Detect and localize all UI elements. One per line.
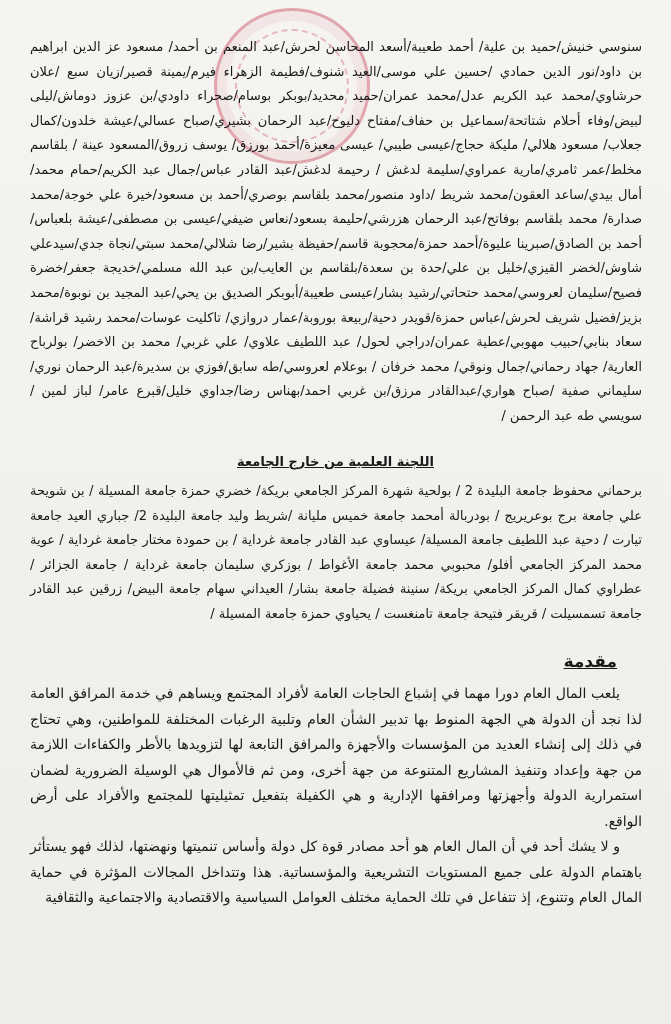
introduction-body <box>30 682 642 912</box>
names-list-paragraph: سنوسي خنيش/حميد بن علية/ أحمد طعيبة/أسعد المحاسن لحرش/عبد المنعم بن أحمد/ مسعود عز الدين ابراهيم بن داود/نور الدين حمادي /حسين علي موسى/العيد شنوف/فطيمة الزهراء فيرم/يمينة قصير/زيان سبع /علان حرشاوي/محمد عبد الكريم عدل/محمد عمران/حميد محديد/بوبكر بوسام/صحراء داودي/بن عزوز دوماش/ليلى لبيض/وفاء أحلام شتاتحة/سماعيل بن حفاف/مفتاح دليوح/عبد الرحمان بشيري/صباح عسالي/عيشة خلدون/كمال جعلاب/ مسعود هلالي/ مليكة حجاج/عيسى طيبي/ عيسى معيزة/أحمد بورزق/ يوسف زروق/المسعود عينة / بلقاسم مخلط/عمر ثامري/مارية عمراوي/سليمة لدغش / رحيمة لدغش/عبد القادر عباس/جمال عبد الكريم/حمام محمد/أمال بيدي/ساعد العقون/محمد شريط /داود منصور/محمد بلقاسم بوصري/أحمد بن مسعود/خيرة علي خوجة/محمد صدارة/ محمد بلقاسم بوفاتح/عبد الرحمان هزرشي/حليمة بسعود/نعاس ضيفي/عيسى بن مصطفى/عيشة بلعباس/أحمد بن الصادق/صبرينا عليوة/أحمد حمزة/محجوبة قاسم/حفيظة بشير/رضا شلالي/محمد سبتي/نجاة جدي/سيدعلي شاوش/لخضر القيزي/خليل بن علي/حدة بن سعدة/بلقاسم بن العايب/بن عبد الله مسلمي/خديجة جعفر/خضرة فصيح/سليمان لعروسي/محمد حتحاتي/رشيد بشار/عيسى طعيبة/أبوبكر الصديق بن يحي/عبد المجيد بن نوبوة/محمد بزيز/فضيل شريف لحرش/عباس حمزة/قويدر دحية/ربيعة بوروبة/عمار دروازي/ تاكليت عوسات/محمد رشيد قراشة/سعاد بنابي/حبيب مهوبي/عطية عمران/دراجي لحول/ عبد اللطيف علاوي/ علي غربي/ محمد بن الاخضر/ بولرباح العارية/ جهاد رحماني/جمال ونوقي/ محمد خرفان / بوعلام لعروسي/طه سابق/فوزي بن سديرة/عبد الرحمان نوري/سليماني صفية /صباح هواري/عبدالقادر مرزق/بن غربي احمد/بهناس رضا/جداوي خليل/قبرع عامر/ لباز لمين / سويسي طه عبد الرحمن / <box>30 40 642 424</box>
external-committee-heading: اللجنة العلمية من خارج الجامعة <box>237 455 434 470</box>
introduction-heading: مقدمة <box>563 652 617 672</box>
external-committee-paragraph: برحماني محفوظ جامعة البليدة 2 / بولحية شهرة المركز الجامعي بريكة/ خضري حمزة جامعة المسيلة / بن شويحة علي جامعة برج بوعريريج / بودربالة أمحمد جامعة خميس مليانة /شريط وليد جامعة البليدة 2/ جباري العيد جامعة تيارت / دحية عبد اللطيف جامعة المسيلة/ عيساوي عبد القادر جامعة غرداية / بن حمودة مختار جامعة غرداية / عوية محمد المركز الجامعي أفلو/ محبوبي محمد جامعة الأغواط / بوزكري سليمان جامعة غرداية / جامعة الجزائر / عطراوي كمال المركز الجامعي بريكة/ سنينة فضيلة جامعة بشار/ العيداني سهام جامعة البيض/ زرقين عبد القادر جامعة تسمسيلت / قريقر فتيحة جامعة تامنغست / يحياوي حمزة جامعة المسيلة / <box>30 484 642 622</box>
intro-paragraph: يلعب المال العام دورا مهما في إشباع الحاجات العامة لأفراد المجتمع ويساهم في خدمة المرافق العامة لذا نجد أن الدولة هي الجهة المنوط بها تدبير الشأن العام وتلبية الرغبات المختلفة للمواطنين، وهي تحتاج في ذلك إلى إنشاء العديد من المؤسسات والأجهزة والمرافق التابعة لها لتزويدها بالأطر والكفاءات اللازمة من جهة وإعداد وتنفيذ المشاريع المتنوعة من جهة أخرى، ومن ثم فالأموال هي الوسيلة الضرورية لضمان استمرارية الدولة وأجهزتها ومرافقها الإدارية و هي الكفيلة بتفعيل تمثيليتها للمجتمع والأفراد على أرض الواقع. <box>30 686 642 830</box>
intro-paragraph: و لا يشك أحد في أن المال العام هو أحد مصادر قوة كل دولة وأساس تنميتها ونهضتها، لذلك فهو يستأثر باهتمام الدولة على جميع المستويات التشريعية والمؤسساتية. هذا وتتداخل المجالات المؤثرة في حماية المال العام وتتنوع، إذ تتفاعل في تلك الحماية مختلف العوامل السياسية والاقتصادية والاجتماعية والثقافية <box>30 839 642 906</box>
